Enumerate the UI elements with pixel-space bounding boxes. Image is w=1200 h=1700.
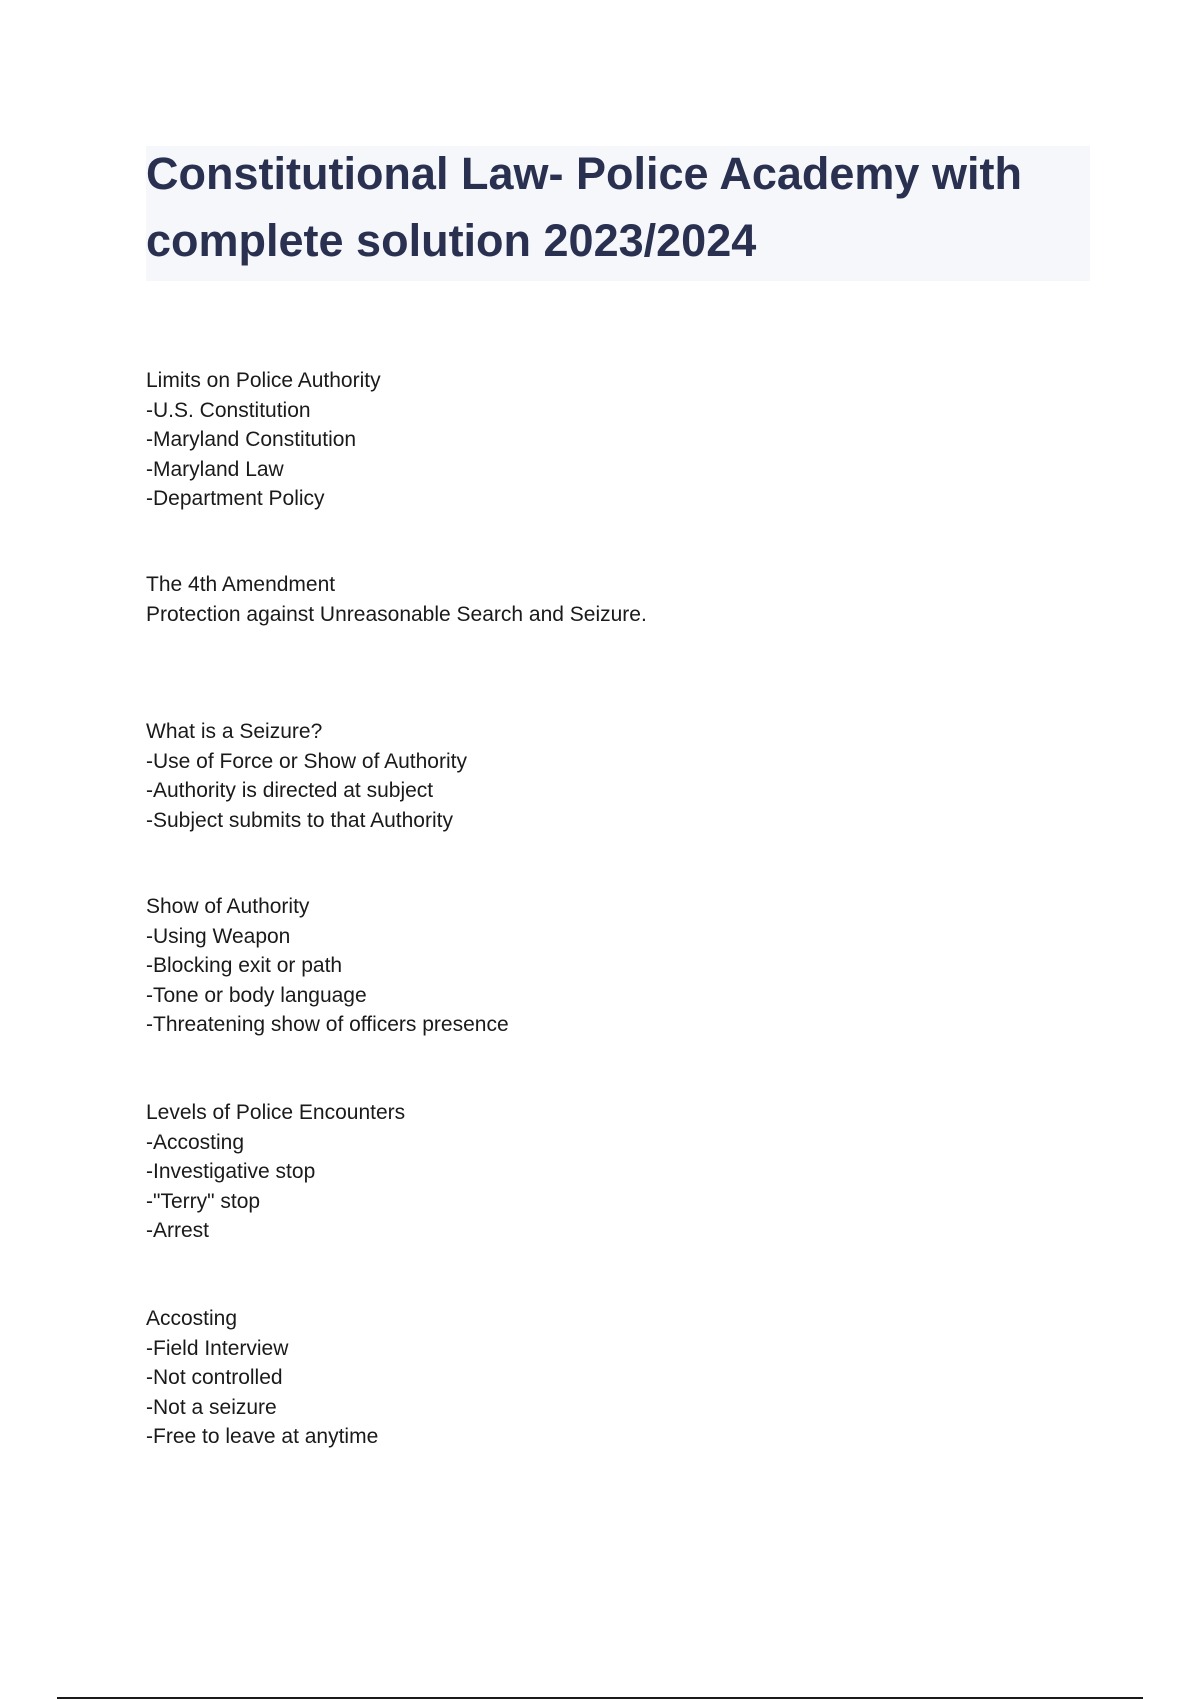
list-item: -Not a seizure (146, 1395, 277, 1419)
list-item: -Not controlled (146, 1366, 283, 1389)
list-item: -Free to leave at anytime (146, 1425, 379, 1448)
list-item: -Department Policy (146, 487, 325, 510)
section-accosting (146, 1304, 1046, 1452)
list-item: -"Terry" stop (146, 1189, 261, 1213)
list-item: Protection against Unreasonable Search and Seizure. (146, 602, 647, 626)
list-item: -Use of Force or Show of Authority (146, 749, 467, 773)
list-item: -Field Interview (146, 1336, 289, 1360)
section-heading: Show of Authority (146, 895, 310, 918)
document-title-line-2: complete solution 2023/2024 (146, 215, 757, 266)
section-heading: What is a Seizure? (146, 720, 323, 743)
list-item: -Authority is directed at subject (146, 779, 434, 802)
section-heading: Levels of Police Encounters (146, 1101, 406, 1124)
section-what-is-a-seizure (146, 717, 1046, 835)
title-block (146, 146, 1090, 281)
section-limits-on-police-authority (146, 366, 1046, 514)
list-item: -Accosting (146, 1130, 245, 1154)
list-item: -Tone or body language (146, 983, 367, 1007)
document-title-line-1: Constitutional Law- Police Academy with (146, 148, 1022, 199)
list-item: -U.S. Constitution (146, 398, 311, 422)
page-bottom-divider (57, 1697, 1143, 1699)
list-item: -Arrest (146, 1219, 209, 1242)
section-4th-amendment (146, 570, 1046, 629)
section-heading: The 4th Amendment (146, 573, 336, 596)
section-heading: Accosting (146, 1307, 238, 1330)
list-item: -Threatening show of officers presence (146, 1013, 509, 1036)
list-item: -Investigative stop (146, 1160, 316, 1183)
section-show-of-authority (146, 892, 1046, 1040)
list-item: -Subject submits to that Authority (146, 808, 453, 832)
list-item: -Using Weapon (146, 924, 291, 948)
list-item: -Maryland Constitution (146, 428, 357, 451)
list-item: -Maryland Law (146, 457, 284, 481)
list-item: -Blocking exit or path (146, 954, 343, 977)
section-levels-of-police-encounters (146, 1098, 1046, 1246)
section-heading: Limits on Police Authority (146, 369, 381, 392)
